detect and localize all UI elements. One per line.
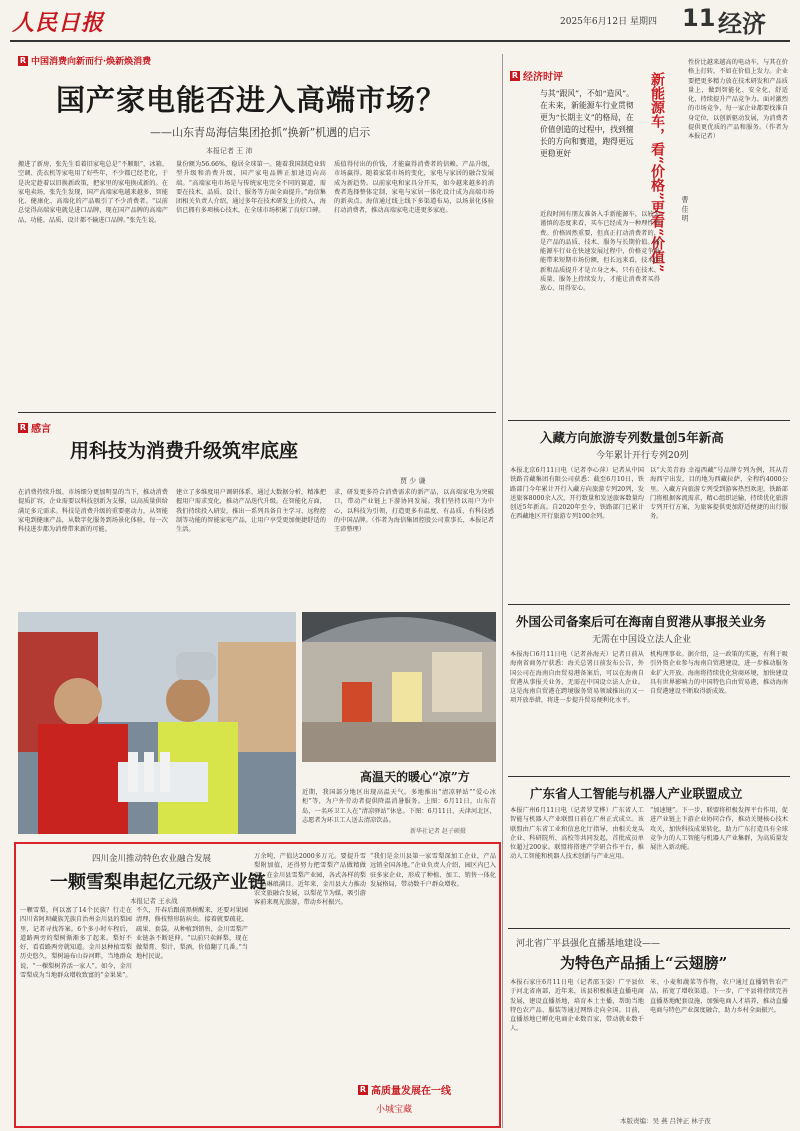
top-story-title[interactable]: 国产家电能否进入高端市场？: [56, 83, 447, 117]
masthead: [0, 0, 800, 52]
aside-body: 近段时间有朋友准备入手新能源车，以较为谨慎的态度来看，买车已经成为一种理性消费。价格固然重要，但真正打动消费者的，是产品的品质、技术、服务与长期价值。新能源车行业在快速发展过程中，价格竞争虽能带来短期市场份额，但长远来看，技术创新和品质提升才是立身之本。只有在技术、质量、服务上持续发力，才能让消费者买得放心、用得安心。: [540, 211, 660, 293]
aside-tag: R 经济时评: [511, 70, 563, 83]
section-marker-icon: R: [359, 1084, 367, 1094]
worker-drink-illustration: [18, 612, 296, 834]
photo-cooling-station[interactable]: [302, 612, 496, 762]
masthead-rule: [10, 40, 790, 42]
foreign-col-2: 机构理事业。据介绍，这一政策的实施，有利于吸引外资企业参与海南自贸港建设，进一步推动服务业扩大开放。海南将持续优化营商环境，加快建设具有世界影响力的中国特色自由贸易港，推动海南自贸港建设不断取得新成效。: [650, 651, 788, 696]
rule-foreign-bottom: [508, 776, 790, 777]
foreign-title[interactable]: 外国公司备案后可在海南自贸港从事报关业务: [516, 614, 767, 629]
ganyan-col-1: 在消费持续升级、市场细分更加明显的当下，推动消费提质扩容，企业需要以科技创新为支撑，以高质量供给满足多元需求。科技是消费升级的重要驱动力，从智能家电到健康产品，从数字化服务到场景化体验，每一次科技进步都为消费带来新的可能。: [18, 489, 168, 534]
right-column-divider: [502, 424, 503, 1128]
photo-credit: 新华社记者 赵子硕摄: [410, 828, 466, 835]
pear-col-4: “我们是金川县第一家雪梨深加工企业，产品远销全国各地。”企业负责人介绍，园区内已入驻多家企业，形成了种植、加工、销售一体化发展格局，带动数千户群众增收。: [370, 853, 496, 888]
aside-divider: [502, 54, 503, 424]
newspaper-logo[interactable]: 人民日报: [12, 10, 105, 36]
pear-title[interactable]: 一颗雪梨串起亿元级产业链: [50, 872, 266, 893]
top-story-col-1: 搬进了新房，张先生看着旧家电总是“不顺眼”，冰箱、空调、洗衣机等家电用了好些年，不少都已经老化，于是决定趁着以旧换新政策，把家里的家电换成新的。在家电卖场，张先生发现，国产高端家电越来越多，智能化、健康化、高端化的产品吸引了不少消费者。“以前总觉得高端家电就是进口品牌，现在国产品牌的高端产品，功能、品质、设计都不输进口品牌。”张先生说。: [18, 161, 168, 224]
tibet-col-2: 以“大美青海 幸福西藏”号品牌专列为例，其从青海西宁出发，目的地为西藏拉萨，全程约4000公里。入藏方向旅游专列受到游客热烈欢迎，铁路部门将根据客流需求，精心组织运输，持续优化旅游专列开行方案，为旅客提供更加舒适便捷的出行服务。: [650, 467, 788, 521]
hebei-col-2: 米、小麦和蔬菜等作物，农户通过直播销售农产品，拓宽了增收渠道。下一步，广平县将持续完善直播基地配套设施，加强电商人才培养，推动直播电商与特色产业深度融合，助力乡村全面振兴。: [650, 979, 788, 1014]
top-story-column-tag: R 中国消费向新而行·焕新焕消费: [19, 55, 152, 67]
rule-gd-bottom: [508, 928, 790, 929]
cooling-station-illustration: [302, 612, 496, 762]
section-marker-icon: R: [511, 70, 519, 80]
foreign-subtitle: 无需在中国设立法人企业: [592, 635, 692, 645]
tibet-title[interactable]: 入藏方向旅游专列数量创5年新高: [540, 430, 724, 445]
photo-caption-body: 近期，我国部分地区出现高温天气。多地推出“清凉驿站”“爱心冰柜”等，为户外劳动者提供降温消暑服务。上图：6月11日，山东青岛，一名环卫工人在“清凉驿站”休息。下图：6月11日，天津河北区，志愿者为环卫工人送去清凉饮品。: [302, 789, 496, 824]
rule-tibet-bottom: [508, 604, 790, 605]
section-name: 经济: [718, 9, 766, 38]
rule-aside-bottom: [508, 420, 790, 421]
issue-date: 2025年6月12日 星期四: [560, 17, 657, 27]
top-story-col-2: 量份额为56.66%，稳居全球第一。随着我国制造业转型升级和消费升级，国产家电品牌正加速迈向高端。“高端家电市场是与传统家电完全不同的赛道，需要在技术、品质、设计、服务等方面全面提升。”海信集团相关负责人介绍，通过多年在技术研发上的投入，海信已拥有多项核心技术，在全球市场积累了良好口碑。: [176, 161, 326, 215]
ganyan-tag: R 感言: [19, 422, 51, 435]
pear-highlight-sub: 小城宝藏: [376, 1105, 413, 1115]
pear-byline: 本报记者 王永战: [130, 897, 178, 905]
top-story-byline: 本报记者 王 沛: [206, 147, 253, 155]
photo-caption-title: 高温天的暖心“凉”方: [360, 770, 470, 784]
aside-author: 曹 佳 明: [681, 196, 689, 222]
hebei-col-1: 本报石家庄6月11日电（记者邵玉姿）广平县位于河北省南部，近年来，该县积极推进直播电商发展，建设直播基地，培育本土主播，帮助当地特色农产品、服装等通过网络走向全国。目前，直播基地已孵化电商企业数百家，带动就业数千人。: [510, 979, 644, 1033]
aside-right-col: 性价比越来越高的电动车，与其在价格上打转，不如在价值上发力。企业要把更多精力放在技术研发和产品质量上，做到智能化、安全化、舒适化，持续提升产品竞争力。面对激烈的市场竞争，每一家企业都要找准自身定位，以创新驱动发展，为消费者提供更优质的产品和服务。（作者为本报记者）: [688, 59, 788, 141]
pear-col-2: 不久，开春后跟前黑树醒来，还要对果园清理，修枝整形防病虫。接着就要疏花、疏果、套袋。从种植到销售，金川雪梨产业链条不断延伸。“以前只卖鲜梨，现在做梨膏、梨汁、梨酒，价值翻了几番。”当地村民说。: [136, 907, 248, 961]
page-credits: 本版责编：吴 燕 吕钟正 林子夜: [620, 1117, 711, 1125]
pear-highlight-tag: R 高质量发展在一线: [359, 1084, 451, 1097]
top-story-col-3: 质值得付出的价钱，才能赢得消费者的信赖。产品升级，市场赢得。随着家装市场的变化，家电与家居的融合发展成为新趋势。以前家电和家具分开买，如今越来越多的消费者选择整体定制，家电与家居一体化设计成为高端市场的新卖点。海信通过线上线下多渠道布局，以场景化体验打动消费者，推动高端家电走进更多家庭。: [334, 161, 494, 215]
pear-kicker: 四川金川推动特色农业融合发展: [92, 854, 212, 864]
ganyan-col-3: 求，研发更多符合消费需求的新产品，以高端家电为突破口，带动产业链上下游协同发展。我们坚持以用户为中心，以科技为引领，打造更多有温度、有品质、有科技感的中国品牌。（作者为海信集团控股公司董事长，本报记者王沛整理）: [334, 489, 494, 534]
aside-lead: 与其“跟风”，不如“造风”。在未来，新能源车行业贯彻更为“长期主义”的格局，在价值创造的过程中，找到擅长的方向和赛道，跑得更远更稳更好: [540, 89, 634, 158]
tibet-col-1: 本报北京6月11日电（记者李心萍）记者从中国铁路青藏集团有限公司获悉：截至6月10日，铁路部门今年累计开行入藏方向旅游专列20列，发送旅客8000余人次，开行数量和发送旅客数量均创近5年新高。自2020年至今，铁路部门已累计在西藏地区开行旅游专列100余列。: [510, 467, 644, 521]
pear-col-3: 万余吨，产值达2000多万元。要提升雪梨附加值，还得努力把雪梨产品做精做深。在金川县雪梨产业园，各式各样的梨产品琳琅满目。近年来，金川县大力推动农文旅融合发展，以梨花节为媒，吸引游客前来观光旅游，带动乡村振兴。: [254, 853, 366, 907]
photo-worker-drink[interactable]: [18, 612, 296, 834]
aside-title[interactable]: 新能源车，看“价格”更看“价值”: [649, 72, 665, 273]
ganyan-title[interactable]: 用科技为消费升级筑牢底座: [70, 440, 299, 462]
hebei-kicker: 河北省广平县强化直播基地建设——: [516, 939, 661, 949]
page-number: 11: [682, 4, 716, 32]
ganyan-col-2: 建立了多维度用户调研体系，通过大数据分析，精准把握用户需求变化，推动产品迭代升级。在智能化方面，我们持续投入研发，推出一系列具备自主学习、远程控制等功能的智能家电产品，让用户享受更加便捷舒适的生活。: [176, 489, 326, 534]
gd-title[interactable]: 广东省人工智能与机器人产业联盟成立: [530, 786, 743, 801]
tibet-subtitle: 今年累计开行专列20列: [596, 451, 689, 461]
top-story-subtitle: ——山东青岛海信集团抢抓“换新”机遇的启示: [150, 126, 371, 139]
hebei-title[interactable]: 为特色产品插上“云翅膀”: [560, 954, 728, 972]
ganyan-author: 贾 少 谦: [400, 477, 426, 485]
rule-top-story-bottom: [18, 412, 496, 413]
foreign-col-1: 本报海口6月11日电（记者孙海天）记者日前从海南省商务厅获悉：海关总署日前发布公告，外国公司在海南自由贸易港备案后，可以在海南自贸港从事报关业务，无需在中国设立法人企业。这是海南自贸港在跨境服务贸易领域推出的又一项开放举措，将进一步提升贸易便利化水平。: [510, 651, 644, 705]
pear-col-1: 一颗雪梨，何以富了14个民族？行走在四川省阿坝藏族羌族自治州金川县的梨园里，记者寻找答案。6个多小时车程后，道路两旁的梨树渐渐多了起来。梨好不好，看看路两旁就知道。金川县种植雪梨历史悠久，梨树遍布山谷河畔，当地群众说，“一棵梨树养活一家人”。如今，金川雪梨成为当地群众增收致富的“金果果”。: [20, 907, 132, 980]
section-marker-icon: R: [19, 55, 27, 65]
gd-col-1: 本报广州6月11日电（记者罗艾桦）广东省人工智能与机器人产业联盟日前在广州正式成立。该联盟由广东省工业和信息化厅指导，由相关龙头企业、科研院所、高校等共同发起，首批成员单位超过200家。联盟将搭建产学研合作平台，推动人工智能和机器人技术创新与产业应用。: [510, 807, 644, 861]
gd-col-2: “加速键”。下一步，联盟将积极发挥平台作用，促进产业链上下游企业协同合作，推动关键核心技术攻关，加快科技成果转化，助力广东打造具有全球竞争力的人工智能与机器人产业集群，为高质量发展注入新动能。: [650, 807, 788, 852]
section-marker-icon: R: [19, 422, 27, 432]
